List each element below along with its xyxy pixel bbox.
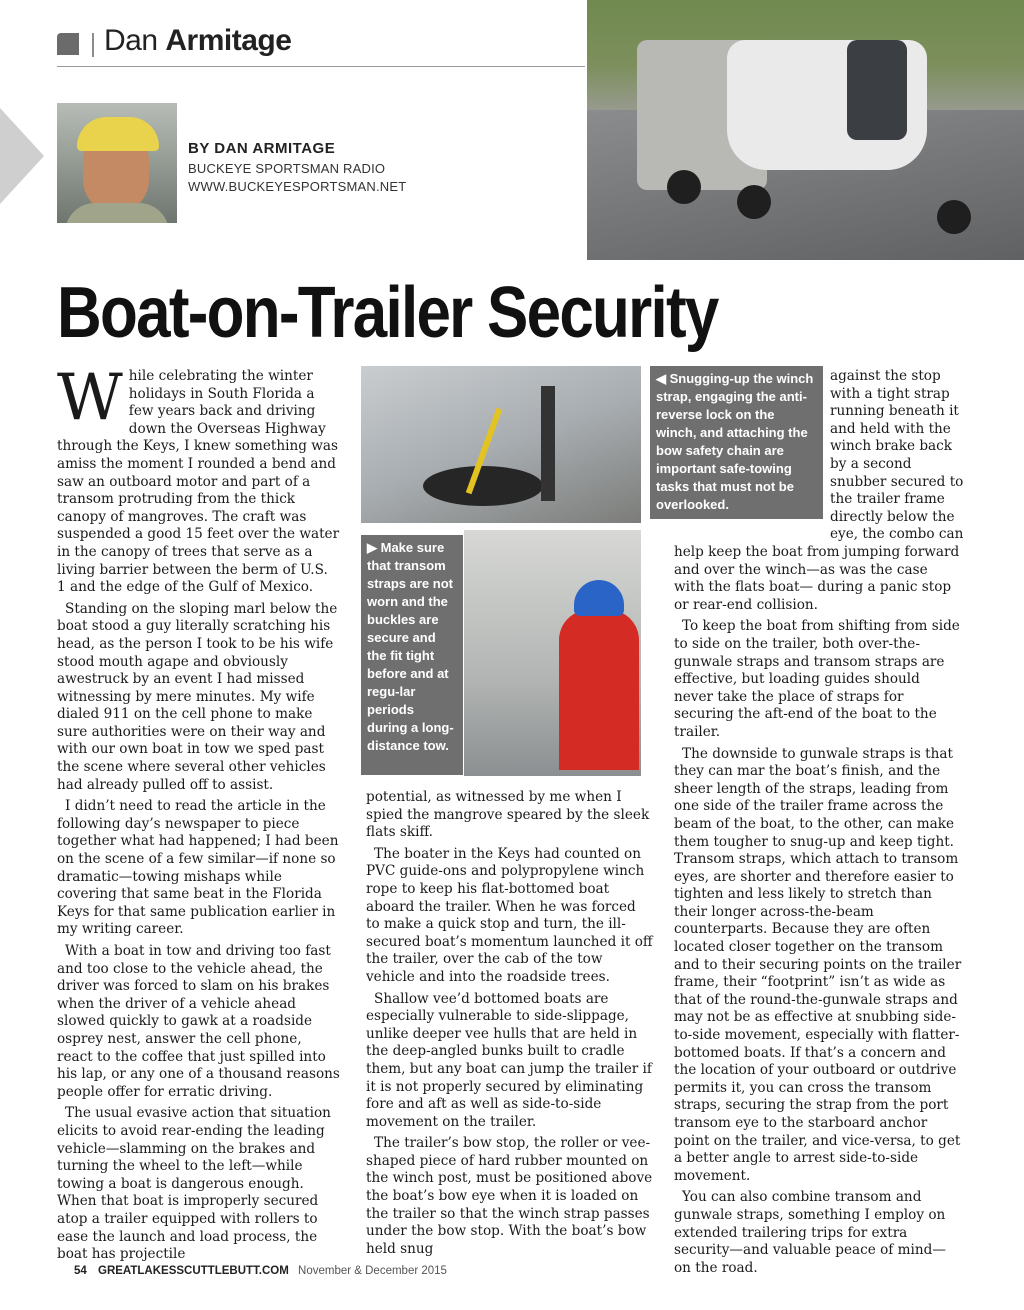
byline-author: BY DAN ARMITAGE xyxy=(188,140,336,157)
header-divider xyxy=(92,33,94,57)
article-paragraph: help keep the boat from jumping forward and over the winch—as was the case with the flats boat— during a panic stop or rear-end collision. xyxy=(674,544,960,613)
author-cap xyxy=(77,117,159,151)
article-paragraph: potential, as witnessed by me when I spied the mangrove speared by the sleek flats skiff. xyxy=(366,789,650,841)
drop-cap: W xyxy=(57,361,123,435)
article-column-3 xyxy=(674,544,962,1277)
author-photo xyxy=(57,103,177,223)
article-paragraph xyxy=(57,361,340,597)
page-number: 54 xyxy=(74,1265,87,1277)
man-red-jacket xyxy=(559,610,639,770)
decorative-triangle xyxy=(0,108,44,204)
column-header-last-name: Armitage xyxy=(165,24,292,57)
column-header xyxy=(104,24,291,58)
byline-website: WWW.BUCKEYESPORTSMAN.NET xyxy=(188,179,407,194)
article-paragraph: against the stop with a tight strap running beneath it and held with the winch brake back by a second snubber secured to the trailer frame directly below the eye, the combo can xyxy=(830,368,964,543)
header-rule xyxy=(57,66,585,67)
article-paragraph: Standing on the sloping marl below the boat stood a guy literally scratching his head, as the person I took to be his wife stood mouth agape and obviously awestruck by an event I had missed witnessing by mere minutes. My wife dialed 911 on the cell phone to make sure authorities were on their way and with our own boat in tow we sped past the scene where several other vehicles had already pulled off to assist. xyxy=(57,600,338,793)
article-paragraph: With a boat in tow and driving too fast and too close to the vehicle ahead, the driver was forced to slam on his brakes when the driver of a vehicle ahead slowed quickly to gawk at a roadside osprey nest, answer the cell phone, react to the coffee that just spilled into his lap, or any one of a thousand reasons people offer for erratic driving. xyxy=(57,943,340,1100)
winch-post xyxy=(541,386,555,501)
article-column-2 xyxy=(366,789,653,1258)
caption-winch: ◀ Snugging-up the winch strap, engaging the anti-reverse lock on the winch, and attaching the bow safety chain are important safe-towing tasks that must not be overlooked. xyxy=(650,366,823,519)
footer-date: November & December 2015 xyxy=(298,1265,447,1277)
article-paragraph: You can also combine transom and gunwale straps, something I employ on extended trailering trips for extra security—and valuable peace of mind—on the road. xyxy=(674,1189,946,1276)
hero-wheel xyxy=(937,200,971,234)
photo-man-securing-strap xyxy=(464,530,641,776)
article-paragraph: The usual evasive action that situation elicits to avoid rear-ending the leading vehicle—slamming on the brakes and turning the wheel to the left—while towing a boat is dangerous enough. When that boat is improperly secured atop a trailer equipped with rollers to ease the launch and load process, the boat has projectile xyxy=(57,1105,331,1263)
article-paragraph: To keep the boat from shifting from side to side on the trailer, both over-the-gunwale straps and transom straps are effective, but loading guides should never take the place of straps for securing the aft-end of the boat to the trailer. xyxy=(674,618,960,740)
article-paragraph: The downside to gunwale straps is that they can mar the boat’s finish, and the sheer length of the straps, leading from one side of the trailer frame across the beam of the boat, to the other, can make them tougher to snug-up and keep tight. Transom straps, which attach to transom eyes, are shorter and therefore easier to tighten and less likely to stretch than their longer across-the-beam counterparts. Because they are often located closer together on the transom and to their securing points on the trailer frame, their “footprint” isn’t as wide as that of the round-the-gunwale straps and may not be as effective at snubbing side-to-side movement, especially with flatter-bottomed boats. If that’s a concern and the location of your outboard or outdrive permits it, you can cross the transom straps, securing the strap from the port transom eye to the starboard anchor point on the trailer, and vice-versa, to get a better angle to arrest side-to-side movement. xyxy=(674,745,962,1184)
article-paragraph: The boater in the Keys had counted on PVC guide-ons and polypropylene winch rope to keep his flat-bottomed boat aboard the trailer. When he was forced to make a quick stop and turn, the ill-secured boat’s momentum launched it off the trailer, over the cab of the tow vehicle and into the roadside trees. xyxy=(366,845,653,985)
article-paragraph: Shallow vee’d bottomed boats are especially vulnerable to side-slippage, unlike deeper vee hulls that are held in the deep-angled bunks built to cradle them, but any boat can jump the trailer if it is not properly secured by eliminating fore and aft as well as side-to-side movement on the trailer. xyxy=(366,990,652,1130)
article-column-3-top xyxy=(830,368,964,544)
column-header-first-name: Dan xyxy=(104,24,158,57)
author-shirt xyxy=(65,203,169,223)
hero-outboard-motor xyxy=(847,40,907,140)
article-paragraph-text: hile celebrating the winter holidays in South Florida a few years back and driving down the Overseas Highway through the Keys, I knew something was amiss the moment I rounded a bend and saw an outboard motor and part of a transom protruding from the thick canopy of mangroves. The craft was suspended a good 15 feet over the water in the canopy of trees that serve as a living barrier between the berm of U.S. 1 and the edge of the Gulf of Mexico. xyxy=(57,368,340,596)
hero-wheel xyxy=(737,185,771,219)
article-title: Boat-on-Trailer Security xyxy=(57,273,718,353)
hero-photo-truck-towing-boat xyxy=(587,0,1024,260)
footer-site: GREATLAKESSCUTTLEBUTT.COM xyxy=(98,1265,289,1277)
page-footer xyxy=(74,1265,447,1277)
article-column-1 xyxy=(57,361,340,1264)
hero-wheel xyxy=(667,170,701,204)
blue-cap xyxy=(574,580,624,616)
byline-affiliation: BUCKEYE SPORTSMAN RADIO xyxy=(188,161,386,176)
caption-straps: ▶ Make sure that transom straps are not worn and the buckles are secure and the fit tight before and at regu-lar periods during a long-distance tow. xyxy=(361,535,463,775)
section-tab-icon xyxy=(57,33,79,55)
article-paragraph: The trailer’s bow stop, the roller or vee-shaped piece of hard rubber mounted on the winch post, must be positioned above the boat’s bow eye when it is loaded on the trailer so that the winch strap passes under the bow stop. With the boat’s bow held snug xyxy=(366,1135,653,1257)
byline xyxy=(188,140,406,197)
spare-tire xyxy=(423,466,543,506)
article-paragraph: I didn’t need to read the article in the following day’s newspaper to piece together what had happened; I had been on the scene of a few similar—if none so dramatic—towing mishaps while covering that same beat in the Florida Keys for that same publication earlier in my writing career. xyxy=(57,798,339,938)
photo-winch-post xyxy=(361,366,641,523)
